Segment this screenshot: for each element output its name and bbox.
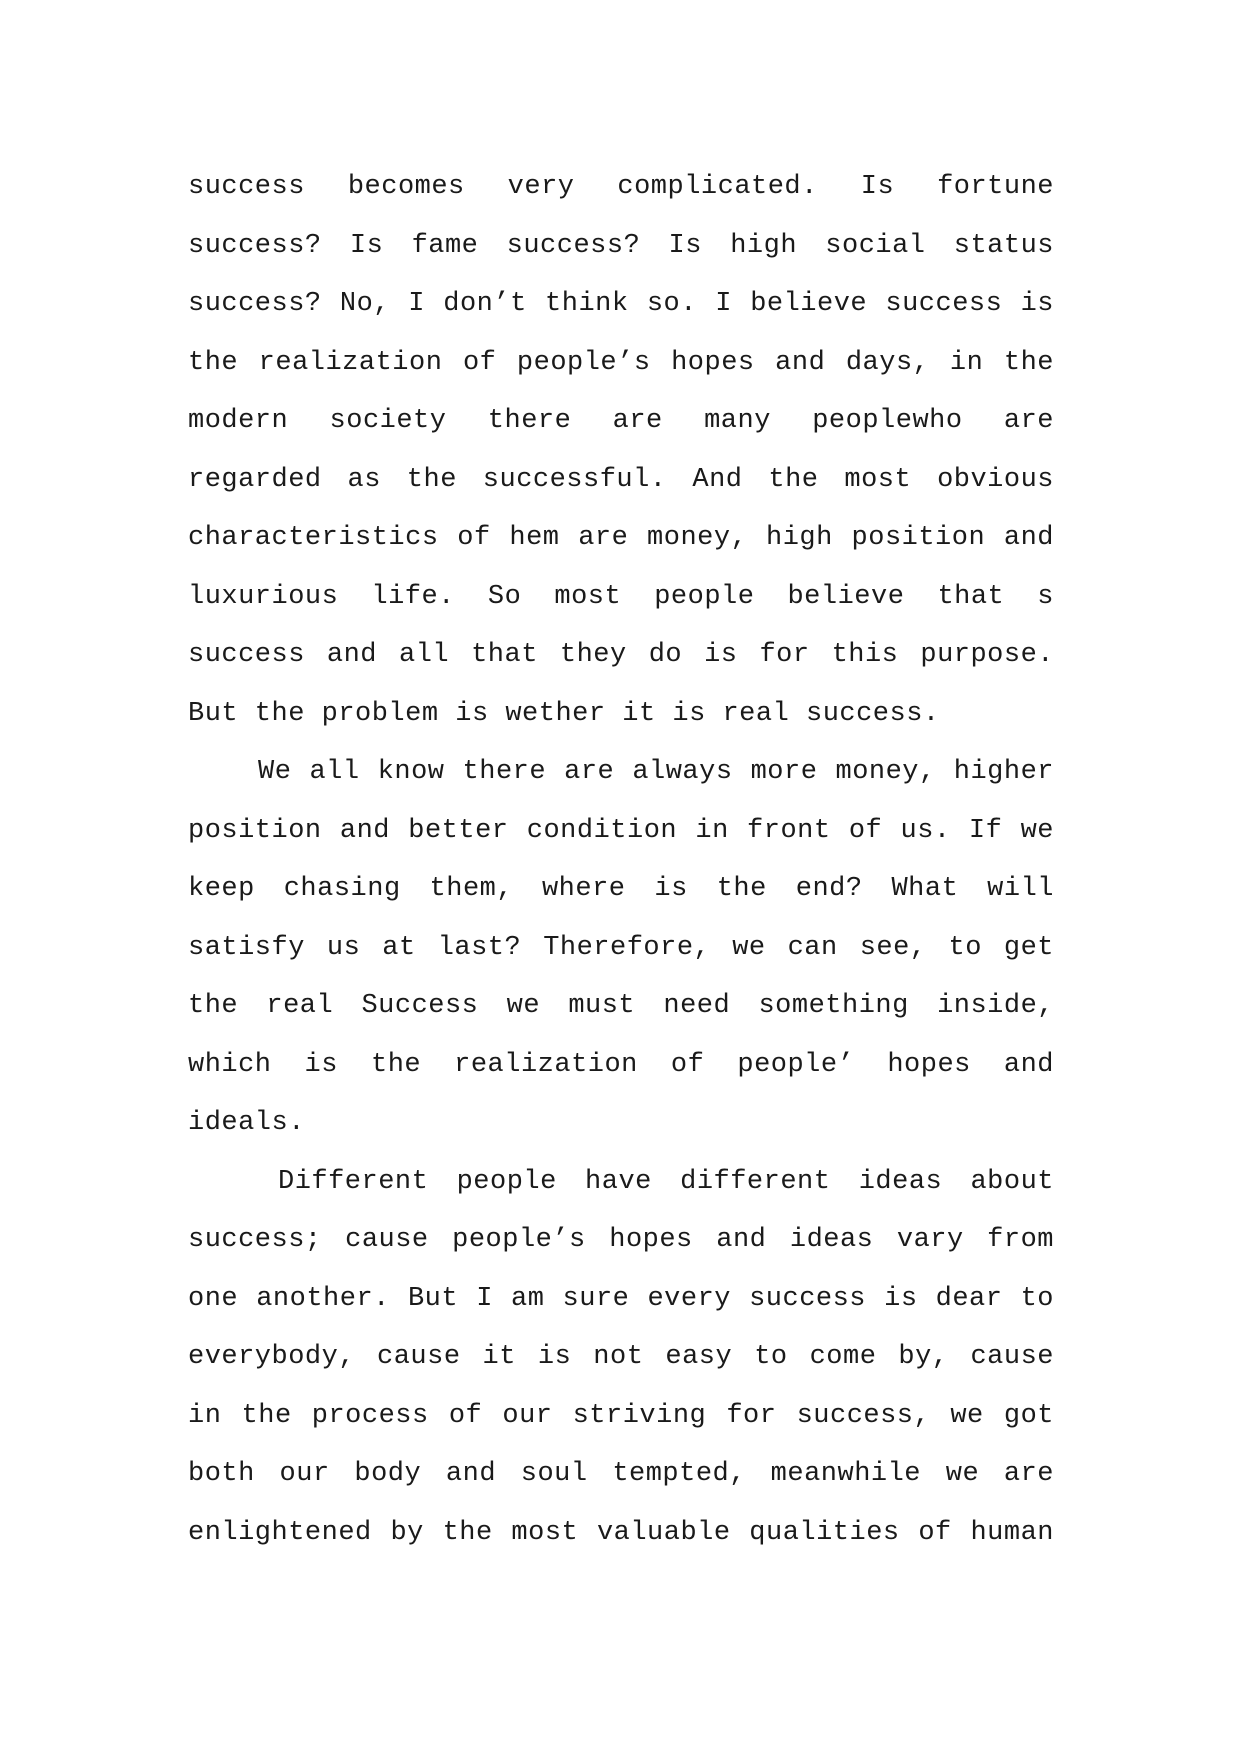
paragraph-start-line: We all know there are always more money, higher (258, 757, 1054, 787)
body-text (188, 158, 1054, 1562)
text-line: the realization of people’s hopes and days, in the (188, 347, 1054, 378)
paragraph-start-line: Different people have different ideas about (278, 1166, 1054, 1197)
text-line: the real Success we must need something inside, (188, 991, 1054, 1021)
text-line: regarded as the successful. And the most obvious (188, 464, 1054, 495)
text-line: position and better condition in front of us. If we (188, 815, 1054, 846)
text-line: which is the realization of people’ hopes and (188, 1049, 1054, 1080)
text-line: keep chasing them, where is the end? What will (188, 874, 1054, 904)
text-line: success; cause people’s hopes and ideas vary from (188, 1225, 1054, 1255)
text-line: satisfy us at last? Therefore, we can see, to get (188, 932, 1054, 963)
text-line: success? No, I don’t think so. I believe success is (188, 289, 1054, 319)
text-line: success and all that they do is for this purpose. (188, 640, 1054, 670)
text-line: modern society there are many peoplewho are (188, 406, 1054, 436)
text-line: everybody, cause it is not easy to come by, cause (188, 1342, 1054, 1372)
text-line: enlightened by the most valuable qualities of human (188, 1517, 1054, 1548)
text-line: ideals. (188, 1108, 305, 1138)
text-line: characteristics of hem are money, high position and (188, 523, 1054, 553)
text-line: in the process of our striving for success, we got (188, 1400, 1054, 1431)
text-line: But the problem is wether it is real success. (188, 698, 940, 729)
text-line: one another. But I am sure every success is dear to (188, 1283, 1054, 1314)
text-line: success? Is fame success? Is high social status (188, 230, 1054, 261)
text-line: luxurious life. So most people believe that s (188, 581, 1054, 612)
text-line: both our body and soul tempted, meanwhile we are (188, 1459, 1054, 1489)
text-line: success becomes very complicated. Is fortune (188, 172, 1054, 202)
